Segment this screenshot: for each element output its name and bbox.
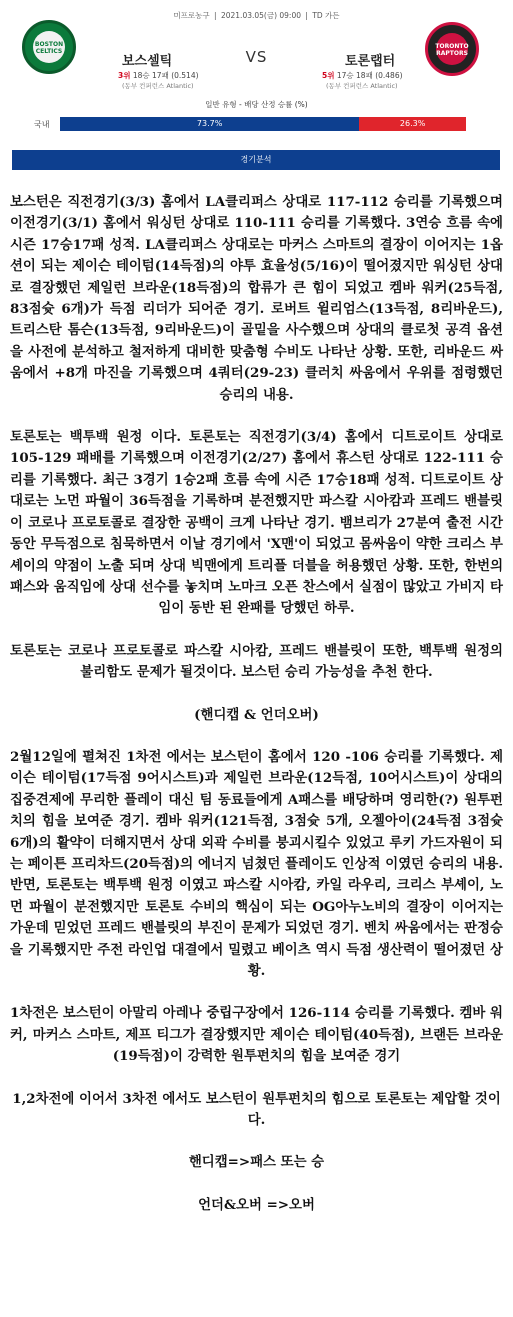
over-under-pick: 언더&오버 =>오버 bbox=[198, 1196, 315, 1213]
home-odds-fill: 73.7% bbox=[60, 117, 359, 131]
odds-row bbox=[36, 117, 466, 131]
analysis-paragraph-game2: 1차전은 보스턴이 아말리 아레나 중립구장에서 126-114 승리를 기록했다. 켐바 워커, 마커스 스마트, 제프 티그가 결장했지만 제이슨 테이텀(40득점), 브랜든 브라운(19득점)이 강력한 원투펀치의 힘을 보여준 경기 bbox=[10, 1005, 503, 1065]
home-logo-text: BOSTON CELTICS bbox=[34, 41, 64, 55]
away-team-name: 토론랩터 bbox=[345, 54, 396, 69]
odds-label: 국내 bbox=[34, 120, 50, 129]
home-team-name: 보스셀틱 bbox=[122, 54, 173, 69]
away-rank: 5위 bbox=[322, 71, 335, 80]
match-header bbox=[0, 0, 513, 150]
analysis-paragraph-game1: 2월12일에 펼쳐진 1차전 에서는 보스턴이 홈에서 120 -106 승리를 기록했다. 제이슨 테이텀(17득점 9어시스트)과 제일런 브라운(12득점, 10어시스트)이 상대의 집중견제에 무리한 플레이 대신 팀 동료들에게 A패스를 배당하며 영리한(?) 원투펀치의 힘을 보여준 경기. 켐바 워커(121득점, 3점슛 5개, 오젤아이(24득점 3점슛 6개)의 활약이 더해지면서 상대 외곽 수비를 붕괴시킬수 있었고 루키 가드자원이 되는 페이튼 프리차드(20득점)의 에너지 넘쳤던 플레이도 인상적 이였던 승리의 내용. 반면, 토론토는 백투백 원정 이였고 파스칼 시아캄, 카일 라우리, 크리스 부셰이, 노먼 파월이 분전했지만 토론토 수비의 핵심이 되는 OG아누노비의 결장이 이어지는 가운데 믿었던 프레드 밴블릿의 부진이 문제가 되었던 경기. 벤치 싸움에서는 판정승을 기록했지만 주전 라인업 대결에서 밀렸고 베이츠 역시 득점 생산력이 떨어졌던 상황. bbox=[10, 748, 503, 979]
away-logo-text: TORONTO RAPTORS bbox=[435, 43, 469, 57]
home-conference: (동부 컨퍼런스 Atlantic) bbox=[122, 82, 194, 90]
home-win-loss: 18승 17패 (0.514) bbox=[132, 71, 199, 80]
league-label: 미프로농구 bbox=[173, 11, 210, 20]
away-win-loss: 17승 18패 (0.486) bbox=[336, 71, 403, 80]
odds-bar bbox=[60, 117, 466, 131]
match-datetime: 2021.03.05(금) 09:00 bbox=[220, 11, 302, 20]
away-record bbox=[322, 70, 403, 81]
away-odds-fill: 26.3% bbox=[359, 117, 466, 131]
section-title-bar: 경기분석 bbox=[12, 150, 500, 170]
home-record bbox=[118, 70, 199, 81]
analysis-paragraph-home: 보스턴은 직전경기(3/3) 홈에서 LA클리퍼스 상대로 117-112 승리를 기록했으며 이전경기(3/1) 홈에서 워싱턴 상대로 110-111 승리를 기록했다. 3연승 흐름 속에 시즌 17승17패 성적. LA클리퍼스 상대로는 마커스 스마트의 결장이 이어지는 1옵션이 되는 제이슨 테이텀(14득점)의 야투 효율성(5/16)이 떨어졌지만 워싱턴 상대로 결장했던 제일런 브라운(18득점)의 합류가 큰 힘이 되었고 켐바 워커(25득점, 83점슛 6개)가 득점 리더가 되어준 경기. 로버트 윌리엄스(13득점, 8리바운드), 트리스탄 톰슨(13득점, 9리바운드)이 골밑을 사수했으며 상대의 클로첫 공격 옵션을 사전에 분석하고 철저하게 대비한 맞춤형 수비도 나타난 상황. 또한, 리바운드 싸움에서 +8개 마진을 기록했으며 4쿼터(29-23) 클러치 싸움에서 우위를 점령했던 승리의 내용. bbox=[10, 194, 503, 403]
vs-label: VS bbox=[245, 48, 268, 66]
handicap-pick: 핸디캡=>패스 또는 승 bbox=[188, 1154, 325, 1171]
analysis-content bbox=[10, 192, 503, 1237]
home-rank: 3위 bbox=[118, 71, 131, 80]
away-conference: (동부 컨퍼런스 Atlantic) bbox=[326, 82, 398, 90]
handicap-heading: (핸디캡 & 언더오버) bbox=[194, 706, 319, 723]
venue-label: TD 가든 bbox=[312, 11, 340, 20]
analysis-paragraph-summary: 토론토는 코로나 프로토콜로 파스칼 시아캄, 프레드 밴블릿이 또한, 백투백 원정의 불리함도 문제가 될것이다. 보스턴 승리 가능성을 추천 한다. bbox=[10, 642, 503, 681]
bet-type-label: 일반 유형 - 배당 산정 승률 (%) bbox=[205, 100, 308, 109]
match-meta: 미프로농구 | 2021.03.05(금) 09:00 | TD 가든 bbox=[173, 11, 340, 20]
analysis-paragraph-away: 토론토는 백투백 원정 이다. 토론토는 직전경기(3/4) 홈에서 디트로이트 상대로 105-129 패배를 기록했으며 이전경기(2/27) 홈에서 휴스턴 상대로 122-111 승리를 기록했다. 최근 3경기 1승2패 흐름 속에 시즌 17승18패 성적. 디트로이트 상대로는 노먼 파월이 36득점을 기록하며 분전했지만 파스칼 시아캄과 프레드 밴블릿이 코로나 프로토콜로 결장한 공백이 크게 나타난 경기. 뱀브리가 27분여 출전 시간 동안 무득점으로 침묵하면서 이날 경기에서 'X맨'이 되었고 몸싸움이 약한 크리스 부셰이의 약점이 노출 되며 상대 빅맨에게 트리플 더블을 허용했던 상황. 또한, 한번의 패스와 움직임에 상대 선수를 놓치며 노마크 오픈 찬스에서 실점이 많았고 가비지 타임이 동반 된 완패를 당했던 하루. bbox=[10, 429, 503, 617]
prediction-paragraph: 1,2차전에 이어서 3차전 에서도 보스턴이 원투펀치의 힘으로 토론토는 제압할 것이다. bbox=[12, 1090, 501, 1129]
